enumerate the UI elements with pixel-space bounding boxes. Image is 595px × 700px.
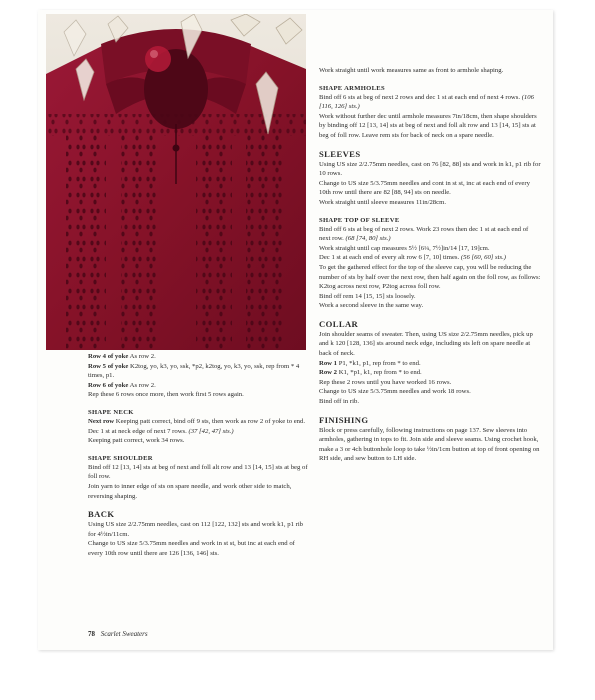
book-title: Scarlet Sweaters — [100, 630, 148, 638]
shape-shoulder-line2: Join yarn to inner edge of sts on spare needle, and work other side to match, reversing shaping. — [88, 482, 292, 500]
collar-line2: Rep these 2 rows until you have worked 16 rows. — [319, 378, 452, 386]
shape-top-line5: Bind off rem 14 [15, 15] sts loosely. — [319, 292, 416, 300]
back-line1: Using US size 2/2.75mm needles, cast on 112 [122, 132] sts and work k1, p1 rib for 4½in/11cm. — [88, 521, 304, 538]
collar-line4: Bind off in rib. — [319, 398, 360, 406]
finishing-heading: FINISHING — [319, 414, 369, 425]
shape-top-line1: Bind off 6 sts at beg of next 2 rows. Work 23 rows then dec 1 st at each end of next row. (68 [74, 80] sts.) — [319, 225, 529, 243]
shape-shoulder-heading: SHAPE SHOULDER — [88, 454, 153, 462]
collar-row-2: Row 2 K1, *p1, k1, rep from * to end. — [319, 369, 422, 377]
shape-top-line3: Dec 1 st at each end of every alt row 6 [7, 10] times. (56 [60, 60] sts.) — [319, 254, 507, 262]
shape-armholes-heading: SHAPE ARMHOLES — [319, 84, 385, 92]
right-intro: Work straight until work measures same as front to armhole shaping. — [319, 67, 504, 74]
shape-neck-heading: SHAPE NECK — [88, 408, 134, 416]
sweater-photo — [46, 14, 306, 350]
yoke-repeat: Rep these 6 rows once more, then work first 5 rows again. — [88, 391, 244, 399]
shape-top-line4: To get the gathered effect for the top of the sleeve cap, you will be reducing the number of sts by half over the next row, then half again on the foll row, as follows: K2tog across next row, P2tog across foll row. — [319, 263, 541, 291]
yoke-row-5: Row 5 of yoke K2tog, yo, k3, yo, ssk, *p2, k2tog, yo, k3, yo, ssk, rep from * 4 times, p1. — [88, 362, 300, 380]
back-line2: Change to US size 5/3.75mm needles and work in st st, but inc at each end of every 10th row until there are 126 [136, 146] sts. — [88, 540, 295, 557]
right-column — [319, 66, 541, 464]
shape-neck-dec: Dec 1 st at neck edge of next 7 rows. (37 [42, 47] sts.) — [88, 427, 234, 435]
page-footer — [88, 630, 148, 638]
shape-top-line2: Work straight until cap measures 5½ [6¼, 7½]in/14 [17, 19]cm. — [319, 244, 490, 252]
collar-row-1: Row 1 P1, *k1, p1, rep from * to end. — [319, 359, 421, 367]
shape-neck-next-row: Next row Keeping patt correct, bind off 9 sts, then work as row 2 of yoke to end. — [88, 417, 306, 425]
sleeves-line1: Using US size 2/2.75mm needles, cast on 76 [82, 88] sts and work in k1, p1 rib for 10 rows. — [319, 160, 541, 178]
yoke-row-6: Row 6 of yoke As row 2. — [88, 381, 156, 389]
page-number: 78 — [88, 630, 95, 638]
shape-top-line6: Work a second sleeve in the same way. — [319, 302, 424, 310]
sleeves-line3: Work straight until sleeve measures 11in/28cm. — [319, 198, 446, 206]
shape-armholes-line2: Work without further dec until armhole measures 7in/18cm, then shape shoulders by binding off 12 [13, 14] sts at beg of next and foll alt row and 13 [14, 15] sts at beg of foll row. Leave rem sts for back of neck on a spare needle. — [319, 112, 537, 139]
finishing-line1: Block or press carefully, following instructions on page 137. Sew sleeves into armholes, gathering in tops to fit. Join side and sleeve seams. Using crochet hook, make a 3 or 4ch buttonhole loop to take ½in/1cm button at top of front opening on RH side, and sew button to LH side. — [319, 426, 540, 463]
collar-line3: Change to US size 5/3.75mm needles and work 18 rows. — [319, 388, 471, 396]
left-column — [88, 352, 310, 559]
collar-heading: COLLAR — [319, 318, 359, 329]
shape-top-heading: SHAPE TOP OF SLEEVE — [319, 216, 400, 224]
sleeves-heading: SLEEVES — [319, 148, 361, 159]
shape-shoulder-line1: Bind off 12 [13, 14] sts at beg of next and foll alt row and 13 [14, 15] sts at beg of foll row. — [88, 463, 308, 481]
yoke-row-4: Row 4 of yoke As row 2. — [88, 353, 156, 360]
sleeves-line2: Change to US size 5/3.75mm needles and cont in st st, inc at each end of every 10th row until there are 82 [88, 94] sts on needle. — [319, 179, 530, 197]
sweater-illustration — [46, 14, 306, 350]
collar-line1: Join shoulder seams of sweater. Then, using US size 2/2.75mm needles, pick up and k 120 [128, 136] sts around neck edge, including sts left on spare needle at back of neck. — [319, 330, 533, 358]
shape-armholes-line1: Bind off 6 sts at beg of next 2 rows and dec 1 st at each end of next 4 rows. (106 [116, 126] sts.) — [319, 93, 534, 111]
back-heading: BACK — [88, 509, 115, 520]
shape-neck-work: Keeping patt correct, work 34 rows. — [88, 437, 185, 445]
